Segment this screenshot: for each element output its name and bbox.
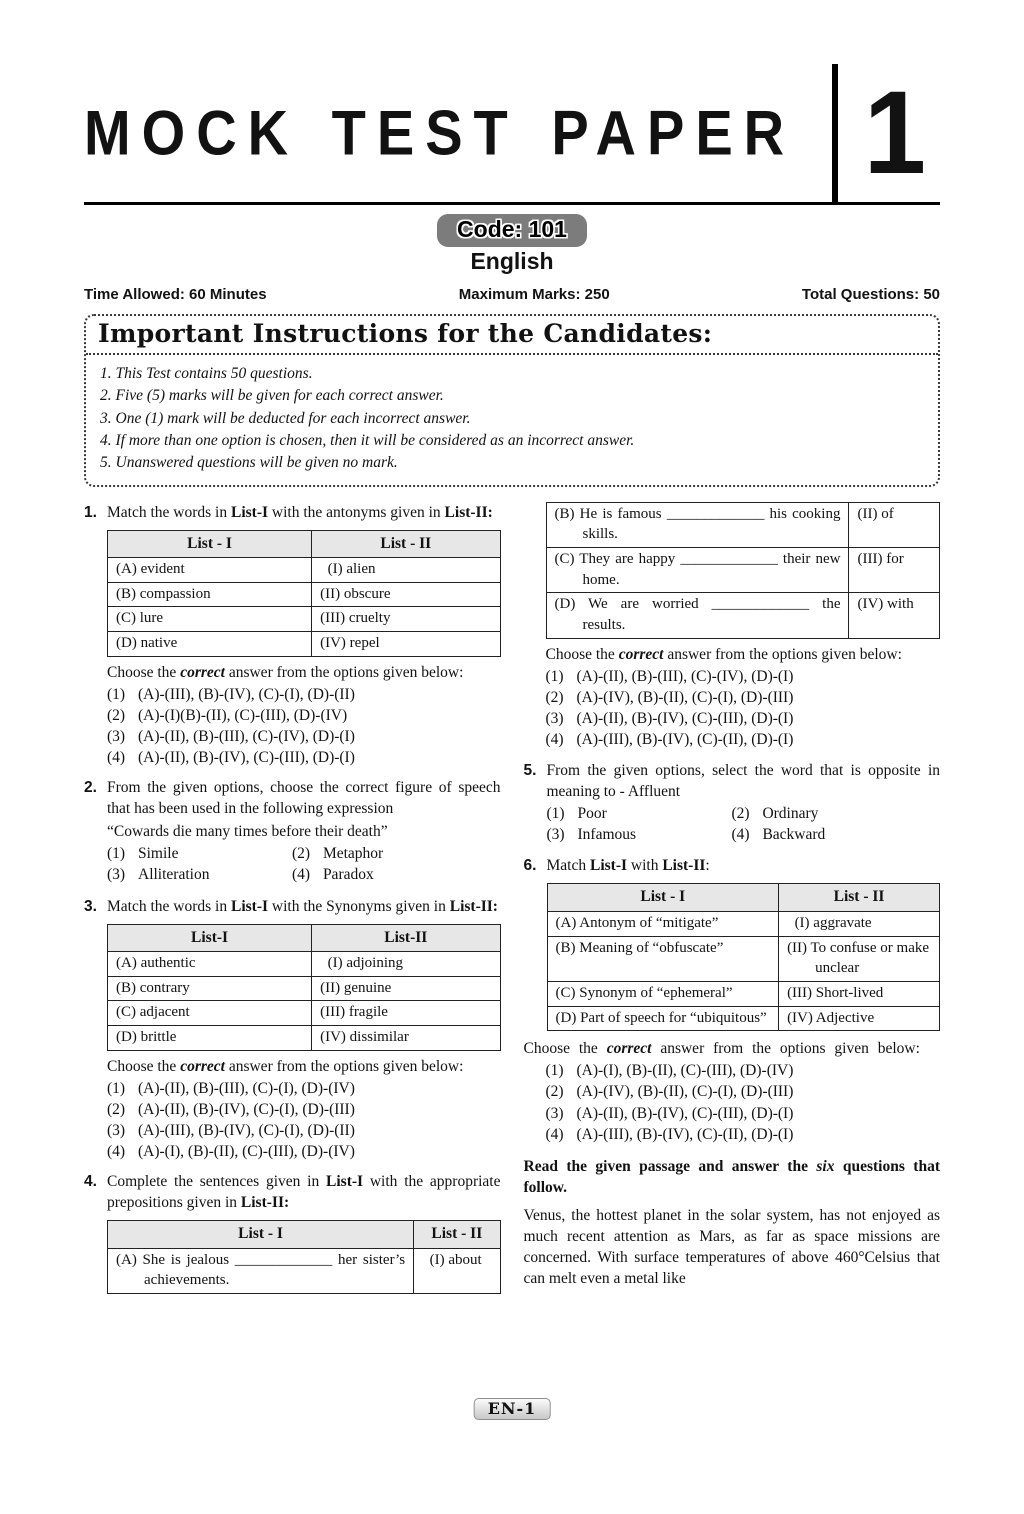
option-row [546, 1103, 941, 1124]
quoted-expression: “Cowards die many times before their death” [107, 823, 388, 841]
option-number: (2) [731, 805, 750, 823]
option-row [107, 864, 292, 885]
table-row [108, 558, 501, 583]
choose-line: Choose the correct answer from the options given below: [545, 645, 902, 663]
table-cell: (II) To confuse or make unclear [779, 936, 940, 981]
option-row [107, 843, 292, 864]
option-row [546, 1081, 941, 1102]
option-text: (A)-(III), (B)-(IV), (C)-(I), (D)-(II) [138, 685, 355, 703]
masthead [84, 64, 940, 202]
options-grid [107, 843, 501, 885]
question-text: Match the words in List-I with the antonyms given in List-II: [107, 503, 493, 521]
options-list [107, 684, 501, 768]
table-header-row [108, 924, 501, 951]
question-text: Complete the sentences given in List-I with the appropriate prepositions given in List-II: [107, 1173, 501, 1212]
option-row [731, 803, 940, 824]
question-4-continuation [546, 502, 941, 751]
question-body [107, 896, 501, 1163]
question-number: 3. [84, 897, 97, 915]
option-number: (2) [545, 1083, 564, 1101]
question-body [547, 855, 941, 1036]
option-text: Alliteration [138, 866, 210, 884]
question-2 [84, 777, 501, 886]
option-row [731, 824, 940, 845]
question-text: From the given options, choose the correct figure of speech that has been used in the following expression [107, 779, 501, 818]
option-number: (1) [107, 1079, 126, 1097]
question-3 [84, 896, 501, 1163]
option-number: (2) [107, 1100, 126, 1118]
option-row [546, 729, 941, 750]
table-row [546, 593, 940, 638]
table-row [546, 502, 940, 547]
table-header-row [108, 1221, 501, 1248]
option-row [547, 824, 732, 845]
question-4 [84, 1171, 501, 1299]
instructions-box [84, 314, 940, 487]
table-cell: (B) compassion [108, 582, 312, 607]
option-number: (4) [291, 866, 311, 884]
instruction-item: 1. This Test contains 50 questions. [100, 365, 313, 382]
question-5 [524, 760, 941, 846]
question-number: 4. [84, 1173, 97, 1191]
option-row [107, 1120, 501, 1141]
exam-paper-page [0, 64, 1024, 1514]
table-cell: (IV) Adjective [779, 1006, 940, 1031]
table-row [547, 981, 940, 1006]
table-row [108, 952, 501, 977]
options-list [546, 666, 941, 750]
table-cell: (IV) repel [312, 632, 500, 657]
table-cell: (II) genuine [312, 976, 500, 1001]
table-row [108, 632, 501, 657]
option-number: (3) [107, 1121, 126, 1139]
question-body [107, 777, 501, 886]
page-title: MOCK TEST PAPER [84, 97, 796, 168]
option-row [107, 747, 501, 768]
option-text: Poor [577, 805, 607, 823]
option-text: (A)-(III), (B)-(IV), (C)-(II), (D)-(I) [576, 731, 794, 748]
question-number: 2. [84, 779, 97, 797]
passage-instruction: Read the given passage and answer the six questions that follow. [523, 1157, 940, 1196]
option-text: (A)-(II), (B)-(III), (C)-(I), (D)-(IV) [138, 1079, 355, 1097]
choose-line: Choose the correct answer from the options given below: [107, 663, 464, 681]
table-cell: (A) evident [108, 558, 312, 583]
question-1 [84, 502, 501, 769]
question-number: 6. [523, 857, 537, 875]
option-number: (1) [107, 845, 126, 863]
table-cell: (I) alien [312, 558, 500, 583]
table-cell: (I) adjoining [312, 952, 500, 977]
option-text: Ordinary [762, 805, 819, 823]
table-header-cell: List-II [312, 924, 500, 951]
table-cell: (III) cruelty [312, 607, 500, 632]
table-header-row [108, 530, 501, 557]
table-header-cell: List - I [108, 1221, 414, 1248]
table-cell: (C) adjacent [108, 1001, 312, 1026]
match-table-q1 [107, 530, 501, 657]
option-text: (A)-(II), (B)-(III), (C)-(IV), (D)-(I) [138, 728, 355, 745]
table-cell: (B) contrary [108, 976, 312, 1001]
option-row [292, 864, 501, 885]
question-text: Match the words in List-I with the Synonyms given in List-II: [107, 897, 498, 915]
table-header-cell: List - II [312, 530, 500, 557]
instructions-list [86, 355, 938, 485]
table-cell: (D) Part of speech for “ubiquitous” [547, 1006, 779, 1031]
option-row [107, 705, 501, 726]
option-number: (3) [107, 728, 126, 745]
time-allowed: Time Allowed: 60 Minutes [84, 286, 267, 303]
table-cell: (III) fragile [312, 1001, 500, 1026]
code-badge: Code: 101 [437, 214, 587, 247]
option-row [292, 843, 501, 864]
total-questions: Total Questions: 50 [801, 286, 940, 303]
table-cell: (IV) dissimilar [312, 1026, 500, 1051]
table-header-cell: List - I [108, 530, 312, 557]
match-table-q6 [547, 883, 941, 1031]
choose-line: Choose the correct answer from the options given below: [523, 1040, 920, 1058]
option-number: (2) [545, 688, 564, 706]
table-row [108, 607, 501, 632]
table-cell: (D) native [108, 632, 312, 657]
table-cell: (III) for [849, 547, 940, 592]
table-cell: (II) of [849, 502, 940, 547]
option-text: (A)-(I)(B)-(II), (C)-(III), (D)-(IV) [138, 706, 348, 724]
option-text: (A)-(II), (B)-(IV), (C)-(III), (D)-(I) [576, 709, 794, 727]
option-number: (3) [107, 866, 126, 884]
option-text: (A)-(II), (B)-(III), (C)-(IV), (D)-(I) [576, 667, 794, 685]
option-row [546, 1124, 941, 1145]
table-cell: (A) authentic [108, 952, 312, 977]
table-header-cell: List - II [414, 1221, 500, 1248]
option-text: (A)-(IV), (B)-(II), (C)-(I), (D)-(III) [576, 688, 794, 706]
option-row [546, 666, 941, 687]
option-row [107, 1099, 501, 1120]
table-cell: (IV) with [849, 593, 940, 638]
option-text: (A)-(I), (B)-(II), (C)-(III), (D)-(IV) [138, 1143, 355, 1161]
option-number: (4) [545, 731, 564, 748]
subject-title: English [470, 248, 554, 274]
question-body [107, 502, 501, 769]
masthead-rule [84, 202, 940, 205]
table-cell: (B) He is famous _____________ his cooking skills. [546, 502, 849, 547]
options-grid [547, 803, 941, 845]
right-column [524, 502, 941, 1308]
option-row [107, 1141, 501, 1162]
question-number: 5. [523, 762, 537, 780]
table-cell: (II) obscure [312, 582, 500, 607]
page-label-badge: EN-1 [474, 1398, 551, 1420]
option-number: (1) [545, 1062, 564, 1080]
instructions-title: Important Instructions for the Candidates: [86, 316, 938, 355]
table-cell: (D) We are worried _____________ the results. [546, 593, 849, 638]
option-text: (A)-(III), (B)-(IV), (C)-(II), (D)-(I) [576, 1125, 794, 1143]
table-cell: (C) Synonym of “ephemeral” [547, 981, 779, 1006]
instruction-item: 4. If more than one option is chosen, then it will be considered as an incorrect answer. [100, 431, 635, 449]
option-text: Metaphor [322, 845, 384, 863]
paper-number: 1 [863, 66, 926, 198]
table-cell: (A) She is jealous _____________ her sister’s achievements. [108, 1248, 414, 1293]
option-number: (4) [731, 826, 750, 844]
table-row [546, 547, 940, 592]
option-number: (4) [545, 1125, 564, 1143]
option-number: (3) [545, 1104, 564, 1122]
table-row [547, 936, 940, 981]
option-text: (A)-(I), (B)-(II), (C)-(III), (D)-(IV) [576, 1062, 794, 1080]
option-text: (A)-(III), (B)-(IV), (C)-(I), (D)-(II) [138, 1121, 355, 1139]
option-text: (A)-(II), (B)-(IV), (C)-(III), (D)-(I) [138, 749, 355, 767]
option-row [547, 803, 732, 824]
choose-line: Choose the correct answer from the options given below: [107, 1057, 464, 1075]
option-text: Backward [762, 826, 826, 844]
options-list [107, 1078, 501, 1162]
instruction-item: 5. Unanswered questions will be given no mark. [100, 454, 398, 472]
table-header-cell: List - II [779, 884, 940, 911]
option-text: Simile [138, 845, 179, 863]
match-table-q4 [107, 1220, 501, 1294]
question-number: 1. [84, 503, 97, 521]
option-row [546, 687, 941, 708]
instruction-item: 3. One (1) mark will be deducted for each incorrect answer. [100, 409, 471, 427]
option-number: (1) [545, 667, 564, 685]
question-columns [84, 502, 940, 1308]
option-row [546, 708, 941, 729]
left-column [84, 502, 501, 1308]
option-row [107, 726, 501, 747]
option-number: (4) [107, 1143, 126, 1161]
table-cell: (C) lure [108, 607, 312, 632]
instruction-item: 2. Five (5) marks will be given for each correct answer. [100, 387, 444, 405]
passage-text: Venus, the hottest planet in the solar system, has not enjoyed as much recent attention as Mars, as far as space missions are concerned. With surface temperatures of above 460°Celsius that can melt even a metal like [523, 1206, 940, 1288]
match-table-q4-continued [546, 502, 941, 639]
option-number: (1) [546, 805, 565, 823]
option-text: (A)-(II), (B)-(IV), (C)-(III), (D)-(I) [576, 1104, 794, 1122]
table-cell: (I) aggravate [779, 911, 940, 936]
table-row [108, 1248, 501, 1293]
table-cell: (III) Short-lived [779, 981, 940, 1006]
option-text: (A)-(IV), (B)-(II), (C)-(I), (D)-(III) [576, 1083, 794, 1101]
maximum-marks: Maximum Marks: 250 [458, 286, 610, 303]
table-header-row [547, 884, 940, 911]
question-text: From the given options, select the word that is opposite in meaning to - Affluent [546, 762, 940, 801]
table-header-cell: List - I [547, 884, 779, 911]
table-row [108, 1001, 501, 1026]
table-cell: (C) They are happy _____________ their new home. [546, 547, 849, 592]
question-text: Match List-I with List-II: [546, 857, 710, 875]
option-row [546, 1060, 941, 1081]
question-body [107, 1171, 501, 1299]
table-row [108, 1026, 501, 1051]
table-row [547, 911, 940, 936]
options-list [546, 1060, 941, 1144]
option-row [107, 684, 501, 705]
table-cell: (B) Meaning of “obfuscate” [547, 936, 779, 981]
option-number: (2) [291, 845, 311, 863]
option-number: (2) [107, 706, 126, 724]
table-row [547, 1006, 940, 1031]
question-body [547, 760, 941, 846]
table-row [108, 582, 501, 607]
question-6 [524, 855, 941, 1036]
table-header-cell: List-I [108, 924, 312, 951]
exam-meta-row [84, 286, 940, 303]
option-row [107, 1078, 501, 1099]
table-cell: (A) Antonym of “mitigate” [547, 911, 779, 936]
option-number: (1) [107, 685, 126, 703]
option-text: Infamous [577, 826, 637, 844]
table-row [108, 976, 501, 1001]
option-number: (3) [545, 709, 564, 727]
option-number: (3) [546, 826, 565, 844]
option-text: Paradox [322, 866, 374, 884]
table-cell: (I) about [414, 1248, 500, 1293]
option-text: (A)-(II), (B)-(IV), (C)-(I), (D)-(III) [138, 1100, 355, 1118]
option-number: (4) [107, 749, 126, 767]
table-cell: (D) brittle [108, 1026, 312, 1051]
match-table-q3 [107, 924, 501, 1051]
